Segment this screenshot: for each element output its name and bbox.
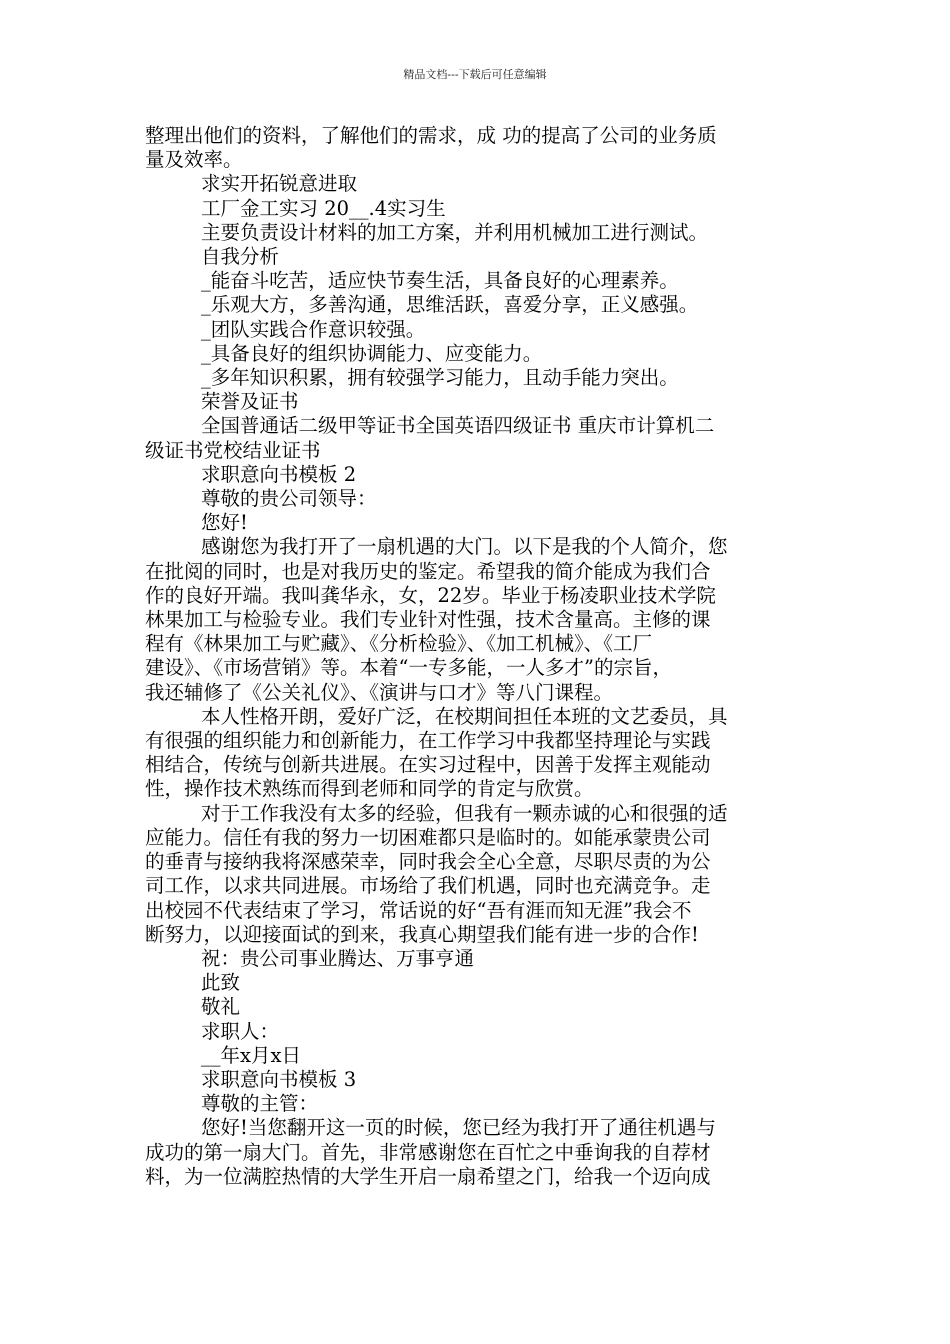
text-line: 在批阅的同时，也是对我历史的鉴定。希望我的简介能成为我们合 — [145, 559, 711, 583]
text-line: 成功的第一扇大门。首先，非常感谢您在百忙之中垂询我的自荐材 — [145, 1140, 711, 1164]
text-line: 尊敬的主管： — [201, 1092, 319, 1116]
text-line: 求实开拓锐意进取 — [201, 172, 358, 196]
page-header: 精品文档---下载后可任意编辑 — [403, 68, 547, 81]
text-line: 您好!当您翻开这一页的时候，您已经为我打开了通往机遇与 — [201, 1116, 716, 1140]
text-line: 自我分析 — [201, 245, 280, 269]
document-body — [145, 124, 810, 1189]
text-line: 应能力。信任有我的努力一切困难都只是临时的。如能承蒙贵公司 — [145, 825, 711, 849]
text-line: 的垂青与接纳我将深感荣幸，同时我会全心全意，尽职尽责的为公 — [145, 850, 711, 874]
text-line: 本人性格开朗，爱好广泛，在校期间担任本班的文艺委员，具 — [201, 704, 728, 728]
text-line: 量及效率。 — [145, 148, 243, 172]
text-line: 求职意向书模板 3 — [201, 1067, 357, 1091]
text-line: 工厂金工实习 20__.4实习生 — [201, 196, 446, 220]
text-line: 求职人： — [201, 1019, 280, 1043]
text-line: 祝：贵公司事业腾达、万事亨通 — [201, 946, 475, 970]
text-line: 性，操作技术熟练而得到老师和同学的肯定与欣赏。 — [145, 777, 594, 801]
text-line: _具备良好的组织协调能力、应变能力。 — [201, 341, 543, 365]
text-line: 作的良好开端。我叫龚华永，女，22岁。毕业于杨凌职业技术学院 — [145, 583, 716, 607]
text-line: 尊敬的贵公司领导： — [201, 487, 377, 511]
text-line: 荣誉及证书 — [201, 390, 299, 414]
text-line: 程有《林果加工与贮藏》、《分析检验》、《加工机械》、《工厂 — [145, 632, 653, 656]
text-line: 对于工作我没有太多的经验，但我有一颗赤诚的心和很强的适 — [201, 801, 728, 825]
text-line: 主要负责设计材料的加工方案，并利用机械加工进行测试。 — [201, 220, 709, 244]
text-line: _团队实践合作意识较强。 — [201, 317, 426, 341]
text-line: 料，为一位满腔热情的大学生开启一扇希望之门，给我一个迈向成 — [145, 1164, 711, 1188]
text-line: 求职意向书模板 2 — [201, 462, 357, 486]
text-line: 出校园不代表结束了学习，常话说的好“吾有涯而知无涯”我会不 — [145, 898, 692, 922]
text-line: 断努力，以迎接面试的到来，我真心期望我们能有进一步的合作! — [145, 922, 699, 946]
text-line: 您好! — [201, 511, 248, 535]
text-line: 相结合，传统与创新共进展。在实习过程中，因善于发挥主观能动 — [145, 753, 711, 777]
text-line: 林果加工与检验专业。我们专业针对性强，技术含量高。主修的课 — [145, 608, 711, 632]
text-line: 敬礼 — [201, 995, 241, 1019]
text-line: 有很强的组织能力和创新能力，在工作学习中我都坚持理论与实践 — [145, 729, 711, 753]
text-line: _乐观大方，多善沟通，思维活跃，喜爱分享，正义感强。 — [201, 293, 699, 317]
text-line: 整理出他们的资料，了解他们的需求，成 功的提高了公司的业务质 — [145, 124, 717, 147]
text-line: 级证书党校结业证书 — [145, 438, 321, 462]
text-line: 此致 — [201, 971, 241, 995]
text-line: 建设》、《市场营销》等。本着“一专多能，一人多才”的宗旨， — [145, 656, 672, 680]
text-line: __年x月x日 — [201, 1043, 301, 1067]
text-line: 全国普通话二级甲等证书全国英语四级证书 重庆市计算机二 — [201, 414, 715, 438]
text-line: _能奋斗吃苦，适应快节奏生活，具备良好的心理素养。 — [201, 269, 679, 293]
text-line: 司工作，以求共同进展。市场给了我们机遇，同时也充满竞争。走 — [145, 874, 711, 898]
text-line: 感谢您为我打开了一扇机遇的大门。以下是我的个人简介，您 — [201, 535, 728, 559]
text-line: 我还辅修了《公关礼仪》、《演讲与口才》等八门课程。 — [145, 680, 614, 704]
text-line: _多年知识积累，拥有较强学习能力，且动手能力突出。 — [201, 366, 679, 390]
